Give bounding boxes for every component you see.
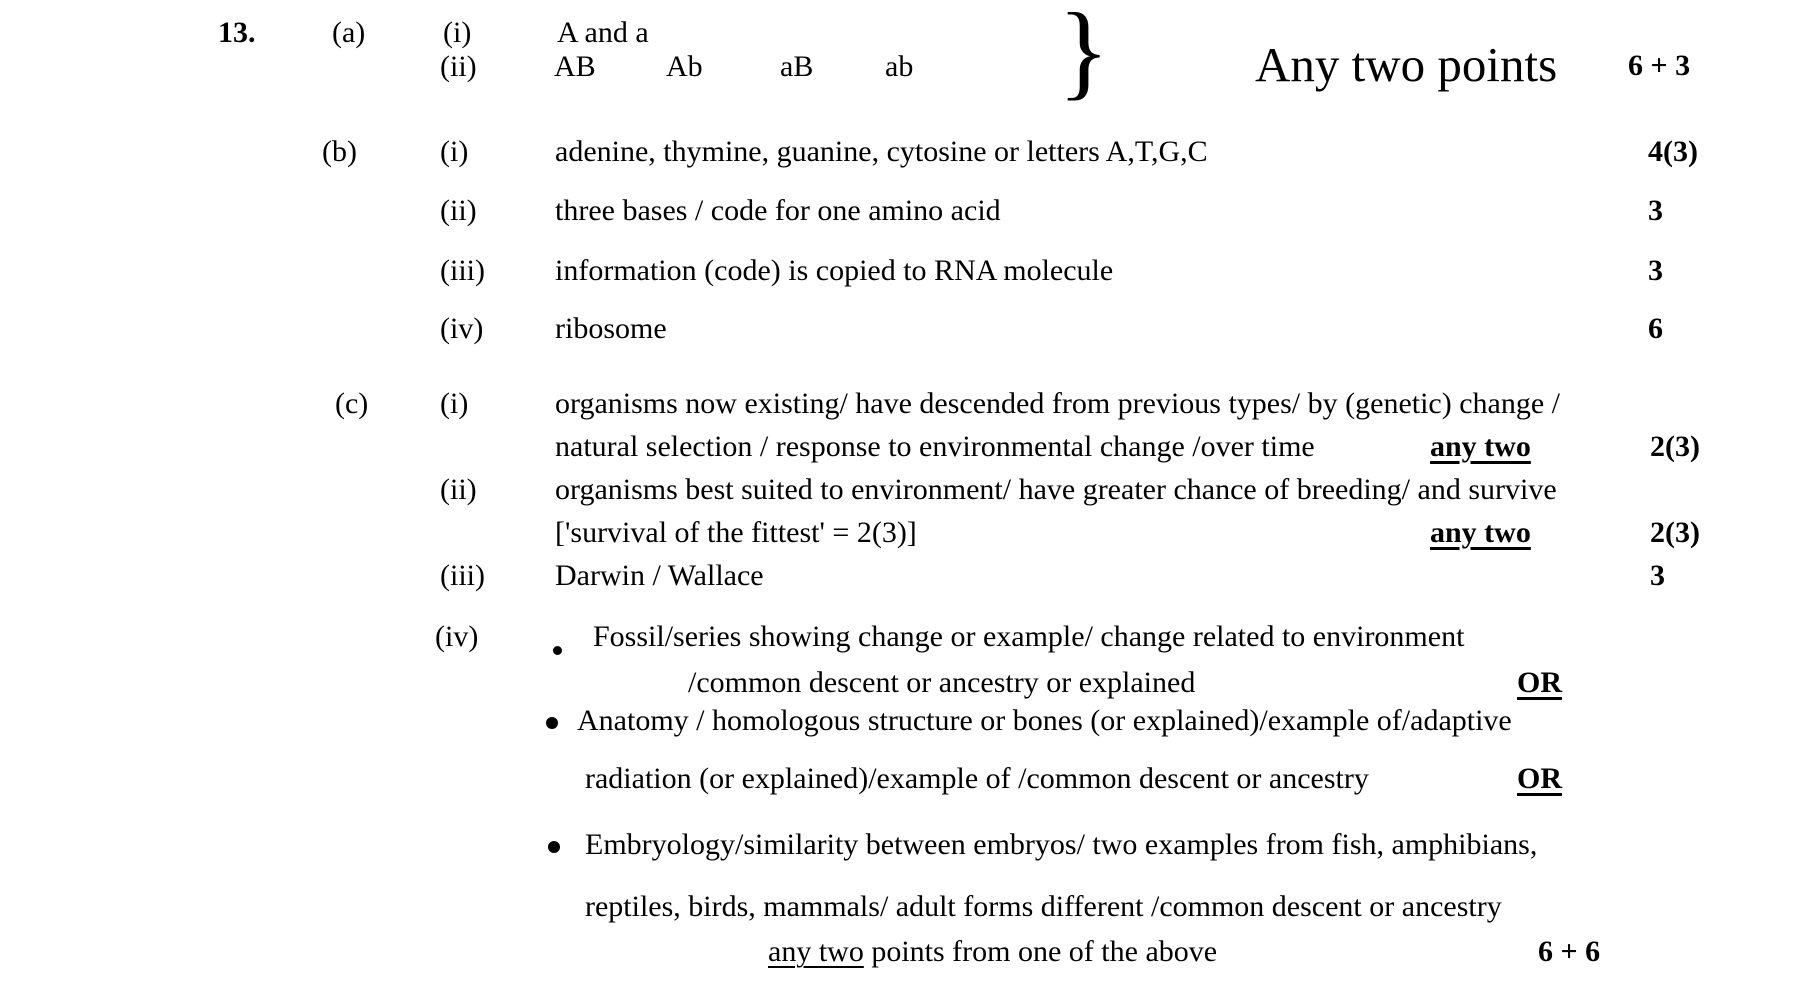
part-b-item-ii-label: (ii) xyxy=(440,194,477,227)
gamete-ab-2: Ab xyxy=(666,50,703,83)
part-c-item-iv-footer xyxy=(768,935,1217,970)
part-b-item-iii-answer: information (code) is copied to RNA molecule xyxy=(555,254,1114,287)
bullet-1-line1: Fossil/series showing change or example/ change related to environment xyxy=(593,620,1465,653)
gamete-ab-3: aB xyxy=(780,50,814,83)
part-c-item-ii-answer-line1: organisms best suited to environment/ have greater chance of breeding/ and survive xyxy=(555,473,1557,506)
footer-underlined-text: any two xyxy=(768,935,864,968)
bullet-1-or: OR xyxy=(1517,666,1562,699)
part-c-item-iii-label: (iii) xyxy=(440,559,485,592)
footer-rest-text: points from one of the above xyxy=(863,935,1218,968)
part-a-marks: 6 + 3 xyxy=(1628,49,1691,82)
part-c-item-ii-marks: 2(3) xyxy=(1650,516,1700,549)
bullet-icon xyxy=(553,646,562,655)
part-c-item-i-marks: 2(3) xyxy=(1650,430,1700,463)
part-b-item-i-answer: adenine, thymine, guanine, cytosine or letters A,T,G,C xyxy=(555,135,1208,168)
part-c-item-iii-marks: 3 xyxy=(1650,559,1665,592)
part-b-item-i-label: (i) xyxy=(440,135,469,168)
part-b-item-iii-marks: 3 xyxy=(1648,254,1663,287)
part-b-item-iii-label: (iii) xyxy=(440,254,485,287)
question-number: 13. xyxy=(218,16,256,49)
bullet-icon xyxy=(548,841,560,853)
part-c-item-iii-answer: Darwin / Wallace xyxy=(555,559,764,592)
part-c-item-i-label: (i) xyxy=(440,387,469,420)
gamete-ab-4: ab xyxy=(885,50,914,83)
bullet-3-line2: reptiles, birds, mammals/ adult forms different /common descent or ancestry xyxy=(585,890,1502,923)
gamete-ab-1: AB xyxy=(554,50,596,83)
part-b-item-iv-answer: ribosome xyxy=(555,312,667,345)
part-b-item-i-marks: 4(3) xyxy=(1648,135,1698,168)
part-c-item-i-answer-line2: natural selection / response to environmental change /over time xyxy=(555,430,1315,463)
part-b-item-ii-marks: 3 xyxy=(1648,194,1663,227)
part-a-item-i-answer: A and a xyxy=(557,16,649,49)
bullet-1-line2: /common descent or ancestry or explained xyxy=(688,666,1196,699)
part-c-item-iv-marks: 6 + 6 xyxy=(1538,935,1601,968)
part-c-item-ii-label: (ii) xyxy=(440,473,477,506)
bullet-3-line1: Embryology/similarity between embryos/ two examples from fish, amphibians, xyxy=(585,828,1538,861)
part-c-item-i-note: any two xyxy=(1430,430,1531,463)
part-a-item-ii-label: (ii) xyxy=(440,50,477,83)
part-c-item-iv-label: (iv) xyxy=(435,620,479,653)
part-b-item-ii-answer: three bases / code for one amino acid xyxy=(555,194,1001,227)
part-b-item-iv-label: (iv) xyxy=(440,312,484,345)
curly-brace-icon: } xyxy=(1058,0,1110,110)
part-c-item-i-answer-line1: organisms now existing/ have descended from previous types/ by (genetic) change / xyxy=(555,387,1561,420)
part-b-label: (b) xyxy=(322,135,357,168)
part-a-note: Any two points xyxy=(1255,37,1558,92)
part-c-item-ii-note: any two xyxy=(1430,516,1531,549)
bullet-icon xyxy=(546,717,558,729)
bullet-2-or: OR xyxy=(1517,762,1562,795)
bullet-2-line2: radiation (or explained)/example of /common descent or ancestry xyxy=(585,762,1369,795)
part-b-item-iv-marks: 6 xyxy=(1648,312,1663,345)
part-c-item-ii-answer-line2: ['survival of the fittest' = 2(3)] xyxy=(555,516,917,549)
part-a-label: (a) xyxy=(332,16,366,49)
part-a-item-i-label: (i) xyxy=(443,16,472,49)
bullet-2-line1: Anatomy / homologous structure or bones (or explained)/example of/adaptive xyxy=(577,704,1512,737)
part-c-label: (c) xyxy=(335,387,369,420)
